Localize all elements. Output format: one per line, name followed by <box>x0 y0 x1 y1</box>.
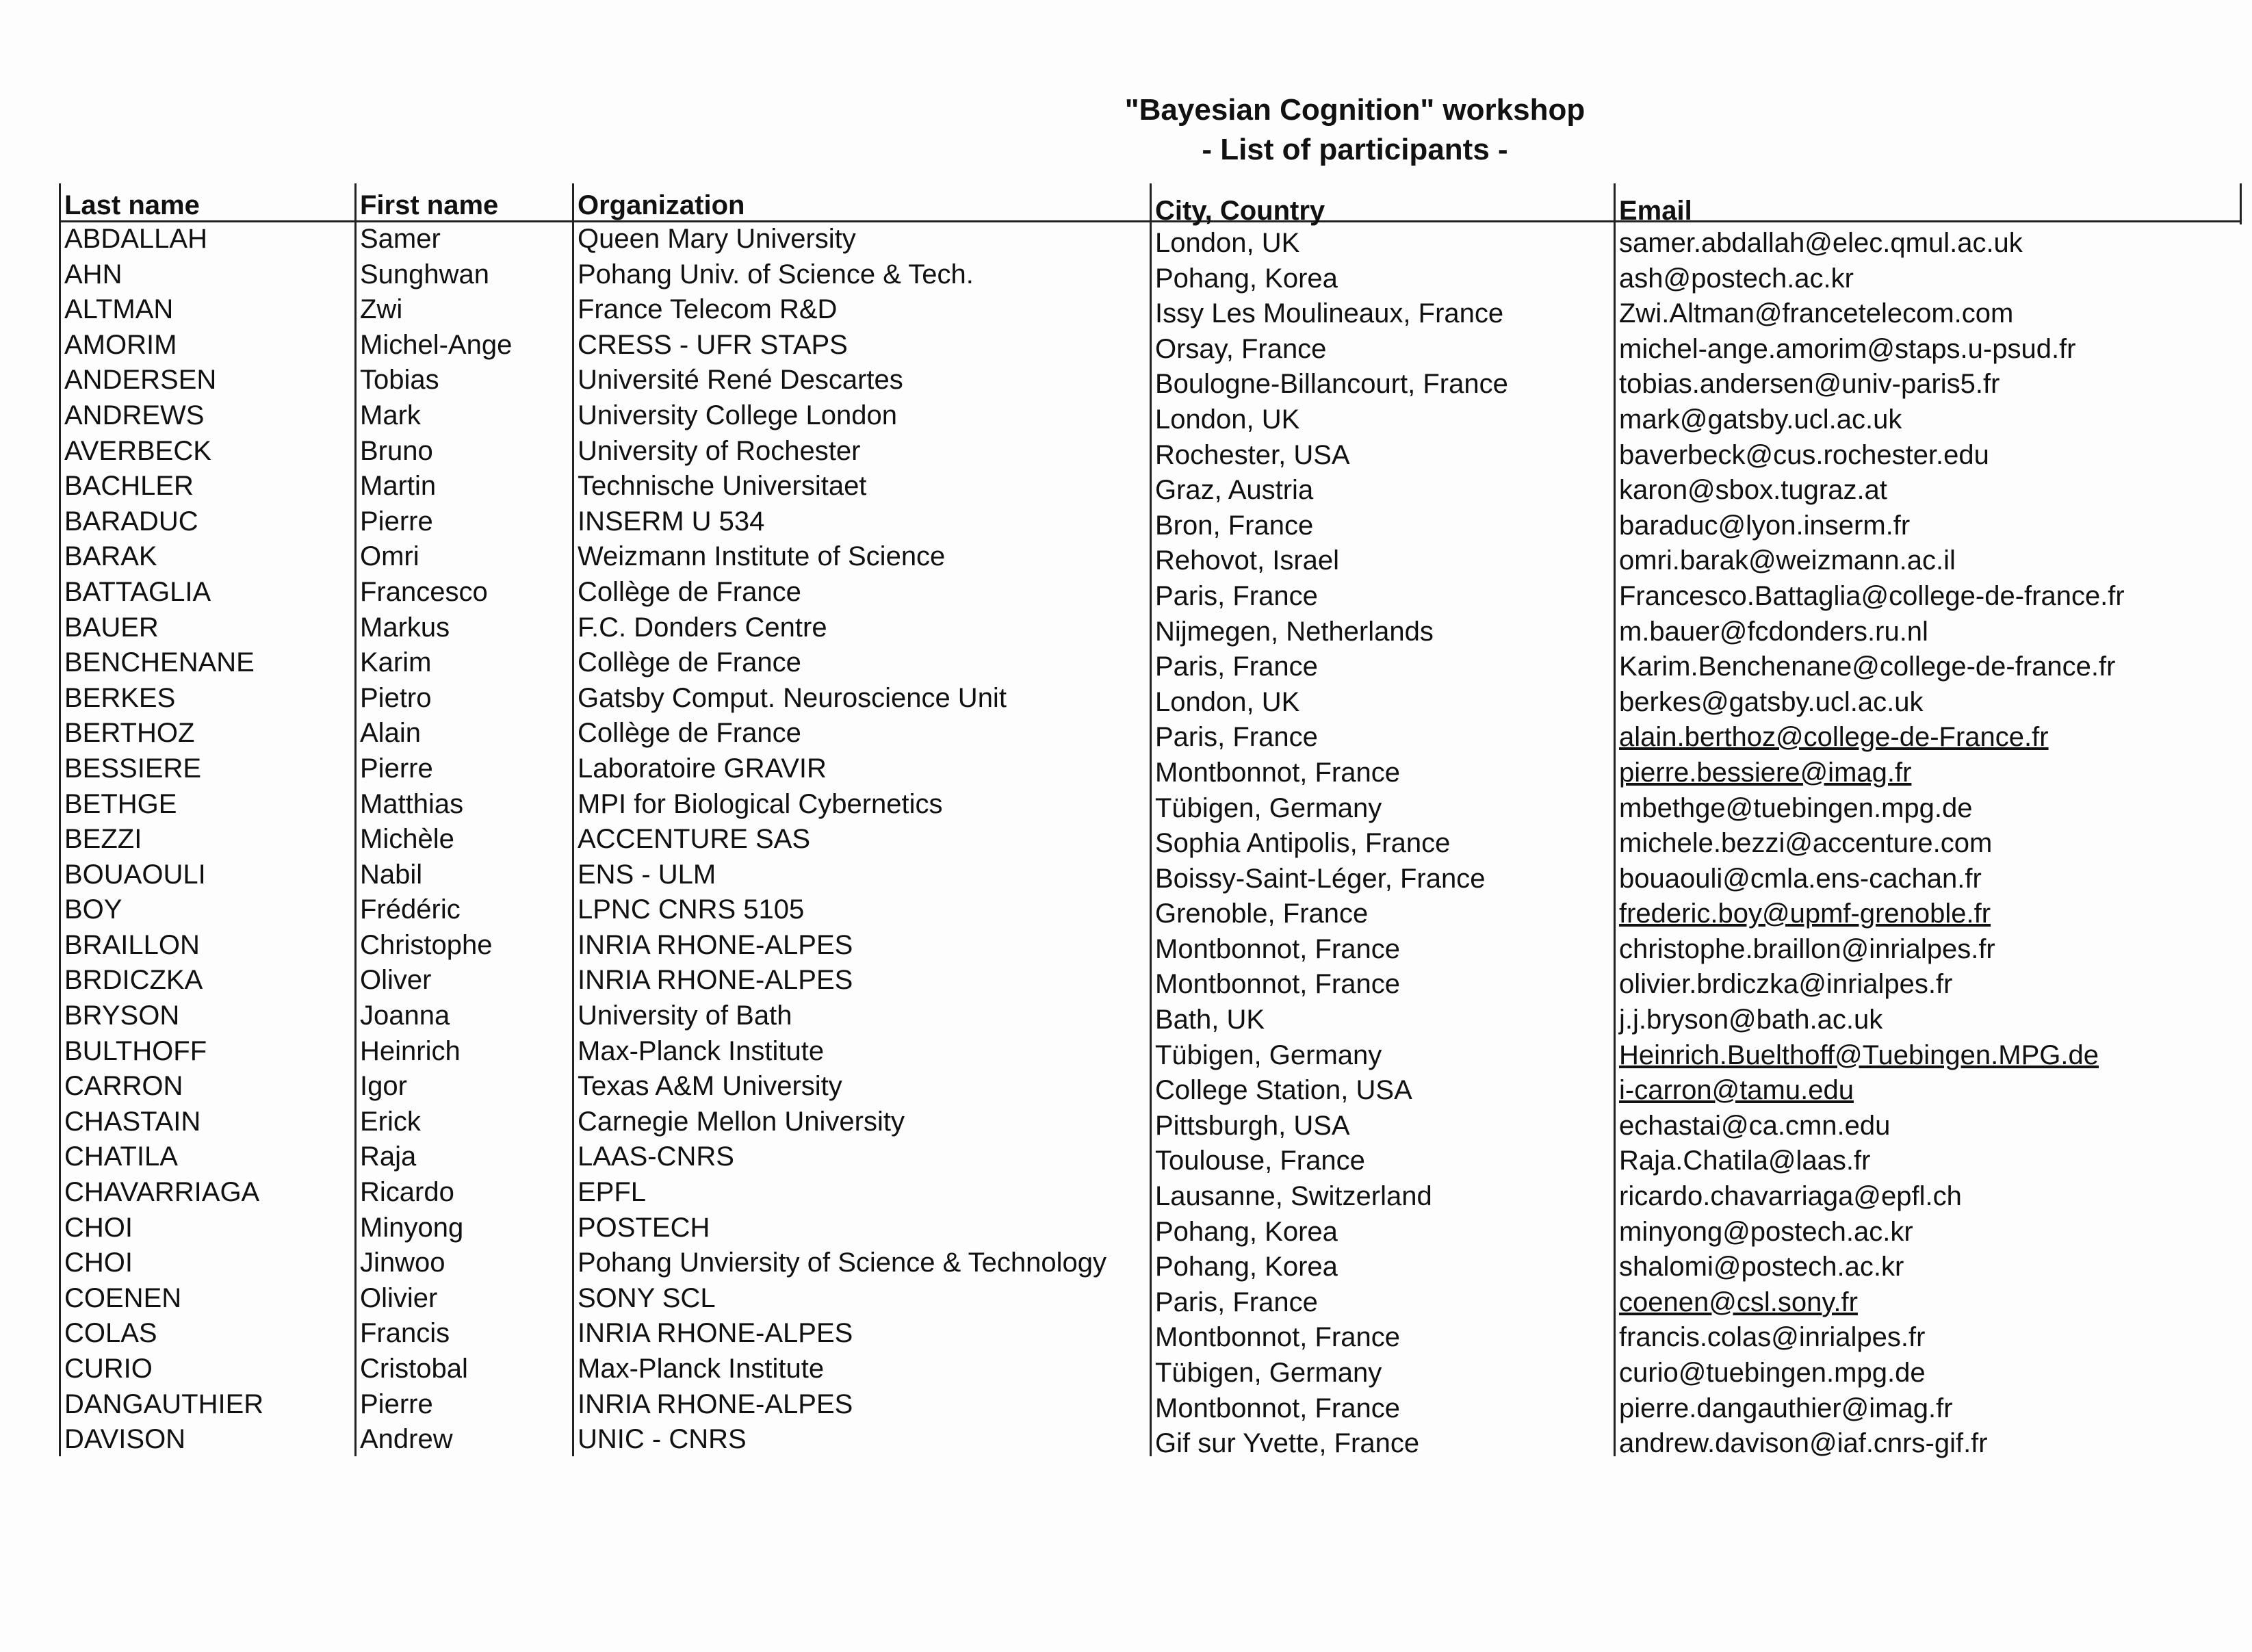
cell-city-country: Bath, UK <box>1155 1005 1265 1035</box>
cell-organization: Gatsby Comput. Neuroscience Unit <box>578 682 1007 713</box>
cell-first-name: Heinrich <box>360 1035 461 1066</box>
cell-city-country: Grenoble, France <box>1155 899 1369 929</box>
cell-city-country: Rochester, USA <box>1155 439 1350 470</box>
cell-email: baraduc@lyon.inserm.fr <box>1619 510 1911 541</box>
cell-last-name: BERKES <box>64 682 176 713</box>
cell-city-country: London, UK <box>1155 228 1300 258</box>
cell-organization: INRIA RHONE-ALPES <box>578 929 853 960</box>
cell-first-name: Igor <box>360 1071 407 1102</box>
cell-last-name: BOY <box>64 894 122 925</box>
cell-email: samer.abdallah@elec.qmul.ac.uk <box>1619 228 2023 258</box>
cell-email: francis.colas@inrialpes.fr <box>1619 1322 1926 1353</box>
cell-organization: SONY SCL <box>578 1282 716 1313</box>
cell-email: frederic.boy@upmf-grenoble.fr <box>1619 899 1991 929</box>
cell-email: Zwi.Altman@francetelecom.com <box>1619 298 2014 329</box>
cell-email: i-carron@tamu.edu <box>1619 1075 1854 1106</box>
table-row <box>59 716 2242 751</box>
cell-organization: Max-Planck Institute <box>578 1354 825 1384</box>
cell-first-name: Pierre <box>360 506 433 537</box>
cell-city-country: Bron, France <box>1155 510 1314 541</box>
table-row <box>59 539 2242 575</box>
cell-email: minyong@postech.ac.kr <box>1619 1216 1913 1247</box>
cell-first-name: Francis <box>360 1318 450 1349</box>
cell-email: olivier.brdiczka@inrialpes.fr <box>1619 969 1953 1000</box>
cell-last-name: BERTHOZ <box>64 718 195 749</box>
cell-first-name: Pierre <box>360 753 433 784</box>
table-body <box>59 222 2242 1458</box>
cell-last-name: CHOI <box>64 1248 133 1278</box>
cell-last-name: AVERBECK <box>64 435 211 466</box>
cell-city-country: College Station, USA <box>1155 1075 1412 1106</box>
cell-email: Francesco.Battaglia@college-de-france.fr <box>1619 580 2125 611</box>
cell-email: tobias.andersen@univ-paris5.fr <box>1619 369 2000 400</box>
cell-first-name: Michel-Ange <box>360 329 513 360</box>
cell-email: Karim.Benchenane@college-de-france.fr <box>1619 651 2116 682</box>
header-email: Email <box>1619 196 1692 226</box>
cell-city-country: Boissy-Saint-Léger, France <box>1155 863 1486 894</box>
table-row <box>59 1246 2242 1281</box>
cell-organization: Pohang Univ. of Science & Tech. <box>578 259 974 289</box>
cell-last-name: BACHLER <box>64 471 194 502</box>
cell-first-name: Raja <box>360 1141 417 1172</box>
header-first-name: First name <box>360 190 499 220</box>
cell-organization: ENS - ULM <box>578 859 716 890</box>
table-row <box>59 751 2242 787</box>
cell-organization: University of Rochester <box>578 435 861 466</box>
table-row <box>59 998 2242 1034</box>
table-row <box>59 222 2242 257</box>
cell-email: Raja.Chatila@laas.fr <box>1619 1146 1871 1176</box>
table-row <box>59 1139 2242 1175</box>
cell-last-name: BETHGE <box>64 788 177 819</box>
cell-city-country: Sophia Antipolis, France <box>1155 828 1451 859</box>
table-row <box>59 575 2242 610</box>
cell-first-name: Olivier <box>360 1282 438 1313</box>
cell-city-country: Rehovot, Israel <box>1155 545 1340 576</box>
table-header <box>59 183 2242 226</box>
title-line-2: - List of participants - <box>1202 133 1508 166</box>
table-row <box>59 504 2242 540</box>
table-row <box>59 1105 2242 1140</box>
cell-organization: INRIA RHONE-ALPES <box>578 1389 853 1419</box>
table-row <box>59 928 2242 964</box>
cell-last-name: BESSIERE <box>64 753 202 784</box>
table-row <box>59 857 2242 893</box>
cell-organization: UNIC - CNRS <box>578 1424 747 1455</box>
cell-city-country: Lausanne, Switzerland <box>1155 1181 1432 1212</box>
table-row <box>59 645 2242 681</box>
cell-email: omri.barak@weizmann.ac.il <box>1619 545 1956 576</box>
cell-last-name: COLAS <box>64 1318 157 1349</box>
table-row <box>59 1422 2242 1458</box>
table-row <box>59 822 2242 857</box>
table-row <box>59 363 2242 398</box>
cell-city-country: Paris, France <box>1155 651 1318 682</box>
cell-email: michel-ange.amorim@staps.u-psud.fr <box>1619 333 2076 364</box>
cell-organization: INSERM U 534 <box>578 506 765 537</box>
cell-organization: Texas A&M University <box>578 1071 842 1102</box>
participants-table <box>59 183 2242 1459</box>
cell-email: m.bauer@fcdonders.ru.nl <box>1619 616 1928 647</box>
table-row <box>59 1175 2242 1211</box>
cell-first-name: Erick <box>360 1106 421 1137</box>
cell-first-name: Samer <box>360 224 441 254</box>
cell-email: ash@postech.ac.kr <box>1619 263 1854 294</box>
cell-city-country: Toulouse, France <box>1155 1146 1365 1176</box>
cell-first-name: Bruno <box>360 435 433 466</box>
cell-last-name: CHASTAIN <box>64 1106 201 1137</box>
cell-city-country: Issy Les Moulineaux, France <box>1155 298 1504 329</box>
cell-city-country: Orsay, France <box>1155 333 1327 364</box>
table-row <box>59 398 2242 434</box>
cell-last-name: CHATILA <box>64 1141 178 1172</box>
cell-email: pierre.dangauthier@imag.fr <box>1619 1393 1953 1423</box>
table-row <box>59 469 2242 504</box>
cell-first-name: Christophe <box>360 929 493 960</box>
cell-last-name: CURIO <box>64 1354 153 1384</box>
cell-organization: Weizmann Institute of Science <box>578 541 946 572</box>
cell-organization: Université René Descartes <box>578 365 903 396</box>
cell-organization: LAAS-CNRS <box>578 1141 734 1172</box>
cell-organization: University of Bath <box>578 1001 792 1031</box>
cell-first-name: Sunghwan <box>360 259 490 289</box>
cell-email: mbethge@tuebingen.mpg.de <box>1619 792 1973 823</box>
cell-organization: INRIA RHONE-ALPES <box>578 1318 853 1349</box>
cell-organization: Laboratoire GRAVIR <box>578 753 827 784</box>
cell-email: alain.berthoz@college-de-France.fr <box>1619 722 2049 753</box>
cell-organization: Pohang Unviersity of Science & Technology <box>578 1248 1107 1278</box>
cell-first-name: Michèle <box>360 824 454 855</box>
cell-email: j.j.bryson@bath.ac.uk <box>1619 1005 1883 1035</box>
table-row <box>59 1316 2242 1352</box>
cell-city-country: Nijmegen, Netherlands <box>1155 616 1434 647</box>
cell-city-country: Boulogne-Billancourt, France <box>1155 369 1508 400</box>
cell-email: curio@tuebingen.mpg.de <box>1619 1358 1926 1388</box>
cell-first-name: Omri <box>360 541 419 572</box>
cell-city-country: Tübigen, Germany <box>1155 1358 1382 1388</box>
cell-organization: Collège de France <box>578 718 801 749</box>
cell-last-name: BAUER <box>64 612 159 643</box>
cell-first-name: Oliver <box>360 965 432 996</box>
cell-email: michele.bezzi@accenture.com <box>1619 828 1993 859</box>
table-row <box>59 892 2242 928</box>
table-row <box>59 1069 2242 1105</box>
cell-city-country: Pohang, Korea <box>1155 1252 1338 1282</box>
cell-organization: Collège de France <box>578 647 801 678</box>
cell-city-country: Montbonnot, France <box>1155 1393 1400 1423</box>
cell-last-name: ABDALLAH <box>64 224 207 254</box>
cell-organization: Queen Mary University <box>578 224 856 254</box>
cell-organization: Collège de France <box>578 576 801 607</box>
cell-last-name: CHOI <box>64 1212 133 1243</box>
cell-city-country: Montbonnot, France <box>1155 1322 1400 1353</box>
table-row <box>59 787 2242 823</box>
header-city-country: City, Country <box>1155 196 1325 226</box>
cell-last-name: BOUAOULI <box>64 859 206 890</box>
cell-organization: CRESS - UFR STAPS <box>578 329 848 360</box>
cell-organization: Max-Planck Institute <box>578 1035 825 1066</box>
table-row <box>59 963 2242 998</box>
cell-email: bouaouli@cmla.ens-cachan.fr <box>1619 863 1982 894</box>
cell-city-country: Paris, France <box>1155 722 1318 753</box>
cell-city-country: Gif sur Yvette, France <box>1155 1428 1420 1459</box>
cell-city-country: Pohang, Korea <box>1155 1216 1338 1247</box>
header-last-name: Last name <box>64 190 200 220</box>
table-row <box>59 681 2242 717</box>
table-row <box>59 1352 2242 1387</box>
cell-email: berkes@gatsby.ucl.ac.uk <box>1619 686 1924 717</box>
cell-last-name: ANDERSEN <box>64 365 217 396</box>
cell-city-country: Montbonnot, France <box>1155 933 1400 964</box>
cell-first-name: Joanna <box>360 1001 450 1031</box>
cell-last-name: BENCHENANE <box>64 647 255 678</box>
cell-city-country: London, UK <box>1155 686 1300 717</box>
cell-first-name: Andrew <box>360 1424 453 1455</box>
cell-city-country: Graz, Austria <box>1155 475 1314 506</box>
cell-email: coenen@csl.sony.fr <box>1619 1287 1858 1317</box>
cell-email: echastai@ca.cmn.edu <box>1619 1110 1891 1141</box>
cell-organization: ACCENTURE SAS <box>578 824 811 855</box>
header-organization: Organization <box>578 190 745 220</box>
cell-organization: POSTECH <box>578 1212 710 1243</box>
cell-last-name: BATTAGLIA <box>64 576 211 607</box>
cell-organization: Carnegie Mellon University <box>578 1106 905 1137</box>
cell-first-name: Alain <box>360 718 421 749</box>
cell-first-name: Frédéric <box>360 894 461 925</box>
cell-city-country: Montbonnot, France <box>1155 969 1400 1000</box>
cell-first-name: Zwi <box>360 294 403 325</box>
cell-first-name: Martin <box>360 471 437 502</box>
cell-last-name: BRAILLON <box>64 929 200 960</box>
cell-last-name: AHN <box>64 259 122 289</box>
cell-city-country: Pittsburgh, USA <box>1155 1110 1350 1141</box>
cell-first-name: Tobias <box>360 365 439 396</box>
cell-organization: University College London <box>578 400 897 430</box>
cell-last-name: ANDREWS <box>64 400 205 430</box>
cell-last-name: DANGAUTHIER <box>64 1389 264 1419</box>
cell-last-name: CHAVARRIAGA <box>64 1177 260 1208</box>
cell-first-name: Ricardo <box>360 1177 454 1208</box>
cell-email: andrew.davison@iaf.cnrs-gif.fr <box>1619 1428 1988 1459</box>
cell-organization: LPNC CNRS 5105 <box>578 894 805 925</box>
cell-last-name: BARAK <box>64 541 157 572</box>
cell-last-name: BRDICZKA <box>64 965 203 996</box>
cell-email: Heinrich.Buelthoff@Tuebingen.MPG.de <box>1619 1040 2099 1070</box>
cell-organization: Technische Universitaet <box>578 471 867 502</box>
document-title <box>890 90 1820 170</box>
cell-city-country: Tübigen, Germany <box>1155 1040 1382 1070</box>
cell-first-name: Minyong <box>360 1212 464 1243</box>
cell-city-country: Paris, France <box>1155 580 1318 611</box>
cell-email: pierre.bessiere@imag.fr <box>1619 757 1912 788</box>
cell-first-name: Matthias <box>360 788 464 819</box>
cell-last-name: BULTHOFF <box>64 1035 207 1066</box>
cell-city-country: Tübigen, Germany <box>1155 792 1382 823</box>
cell-last-name: BEZZI <box>64 824 142 855</box>
cell-first-name: Markus <box>360 612 450 643</box>
cell-organization: France Telecom R&D <box>578 294 838 325</box>
cell-email: mark@gatsby.ucl.ac.uk <box>1619 404 1902 435</box>
table-row <box>59 1211 2242 1246</box>
cell-organization: EPFL <box>578 1177 647 1208</box>
cell-last-name: BARADUC <box>64 506 198 537</box>
table-row <box>59 257 2242 293</box>
cell-email: christophe.braillon@inrialpes.fr <box>1619 933 1995 964</box>
table-row <box>59 1034 2242 1070</box>
cell-first-name: Pierre <box>360 1389 433 1419</box>
cell-last-name: DAVISON <box>64 1424 186 1455</box>
cell-first-name: Jinwoo <box>360 1248 445 1278</box>
cell-email: ricardo.chavarriaga@epfl.ch <box>1619 1181 1962 1212</box>
cell-last-name: ALTMAN <box>64 294 174 325</box>
cell-email: shalomi@postech.ac.kr <box>1619 1252 1904 1282</box>
cell-city-country: Pohang, Korea <box>1155 263 1338 294</box>
table-row <box>59 292 2242 328</box>
cell-first-name: Karim <box>360 647 432 678</box>
cell-organization: MPI for Biological Cybernetics <box>578 788 943 819</box>
cell-first-name: Francesco <box>360 576 488 607</box>
cell-first-name: Cristobal <box>360 1354 468 1384</box>
cell-first-name: Mark <box>360 400 421 430</box>
cell-last-name: AMORIM <box>64 329 177 360</box>
table-row <box>59 610 2242 646</box>
cell-last-name: BRYSON <box>64 1001 180 1031</box>
table-row <box>59 1281 2242 1317</box>
cell-first-name: Pietro <box>360 682 432 713</box>
cell-organization: INRIA RHONE-ALPES <box>578 965 853 996</box>
table-row <box>59 328 2242 363</box>
table-row <box>59 434 2242 469</box>
table-row <box>59 1387 2242 1423</box>
cell-email: karon@sbox.tugraz.at <box>1619 475 1887 506</box>
cell-city-country: Paris, France <box>1155 1287 1318 1317</box>
cell-city-country: London, UK <box>1155 404 1300 435</box>
cell-city-country: Montbonnot, France <box>1155 757 1400 788</box>
cell-first-name: Nabil <box>360 859 423 890</box>
cell-last-name: CARRON <box>64 1071 183 1102</box>
cell-email: baverbeck@cus.rochester.edu <box>1619 439 1989 470</box>
title-line-1: "Bayesian Cognition" workshop <box>1124 93 1586 127</box>
cell-last-name: COENEN <box>64 1282 182 1313</box>
cell-organization: F.C. Donders Centre <box>578 612 827 643</box>
